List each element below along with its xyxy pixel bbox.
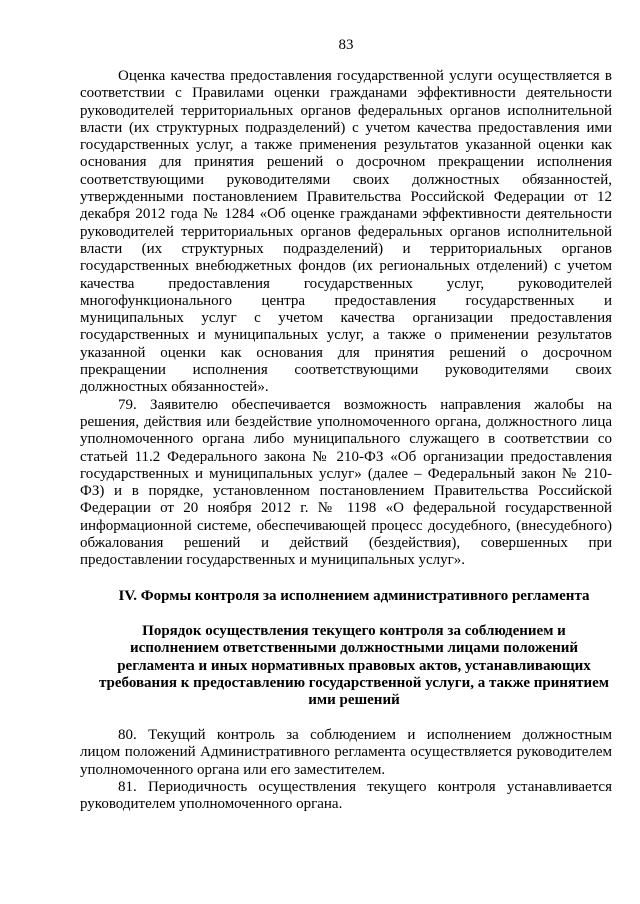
text-line: ФЗ) и в порядке, установленном постановлением Правительства Российской <box>80 483 612 500</box>
text-line: руководителей территориальных органов федеральных органов исполнительной <box>80 102 612 119</box>
text-line: статьей 11.2 Федерального закона № 210-ФЗ «Об организации предоставления <box>80 448 612 465</box>
body-text-block <box>80 68 612 570</box>
text-line: предоставлении государственных и муниципальных услуг». <box>80 552 466 569</box>
text-line: 80. Текущий контроль за соблюдением и исполнением должностным <box>118 727 612 743</box>
text-line: указанной оценки как основания для принятия решений о досрочном <box>80 344 612 361</box>
text-line: власти (их структурных подразделений) и территориальных органов <box>80 240 612 257</box>
text-line: основания для принятия решений о досрочном прекращении исполнения <box>80 154 612 171</box>
text-line: утвержденными постановлением Правительства Российской Федерации от 12 <box>80 189 612 206</box>
text-line: решения, действия или бездействие уполномоченного органа, должностного лица <box>80 413 612 430</box>
paragraph-quality-assessment <box>80 68 612 397</box>
text-line: уполномоченного органа или его заместителем. <box>80 761 386 778</box>
paragraph-81 <box>80 779 612 814</box>
text-line: требования к предоставлению государственной услуги, а также принятием <box>98 674 610 691</box>
text-line: декабря 2012 года № 1284 «Об оценке гражданами эффективности деятельности <box>80 206 612 223</box>
text-line: регламента и иных нормативных правовых актов, устанавливающих <box>117 657 591 674</box>
paragraph-79 <box>80 397 612 570</box>
text-line: государственных услуг, а также применения результатов указанной оценки как <box>80 137 612 154</box>
text-line: должностных обязанностей». <box>80 379 269 396</box>
text-line: многофункционального центра предоставления государственных и <box>80 292 612 309</box>
text-line: Оценка качества предоставления государственной услуги осуществляется в <box>118 68 612 84</box>
text-line: прекращении исполнения соответствующими руководителями своих <box>80 362 612 379</box>
text-line: руководителей территориальных органов федеральных органов исполнительной <box>80 223 612 240</box>
text-line: качества предоставления государственных услуг, руководителей <box>80 275 612 292</box>
text-line: Порядок осуществления текущего контроля за соблюдением и <box>142 623 566 639</box>
text-line: соответствии с Правилами оценки гражданами эффективности деятельности <box>80 85 612 102</box>
text-line: обжалования решений и действий (бездействия), совершенных при <box>80 535 612 552</box>
page-number: 83 <box>338 37 354 53</box>
text-line: исполнением ответственными должностными лицами положений <box>129 640 579 657</box>
section-text-block <box>80 727 612 813</box>
subsection-heading <box>88 623 620 709</box>
text-line: уполномоченного органа либо муниципального служащего в соответствии со <box>80 431 612 448</box>
text-line: информационной системе, обеспечивающей процесс досудебного, (внесудебного) <box>80 517 612 534</box>
text-line: муниципальных услуг с учетом качества организации предоставления <box>80 310 612 327</box>
text-line: государственных внебюджетных фондов (их региональных отделений) с учетом <box>80 258 612 275</box>
section-heading: IV. Формы контроля за исполнением административного регламента <box>118 588 590 604</box>
text-line: соответствующими руководителями своих должностных обязанностей, <box>80 171 612 188</box>
text-line: власти (их структурных подразделений) с учетом качества предоставления ими <box>80 119 612 136</box>
text-line: государственных и муниципальных услуг» (далее – Федеральный закон № 210- <box>80 465 612 482</box>
text-line: лицом положений Административного регламента осуществляется руководителем <box>80 744 612 761</box>
text-line: ими решений <box>308 692 400 709</box>
text-line: государственных и муниципальных услуг, а также о применении результатов <box>80 327 612 344</box>
text-line: Федерации от 20 ноября 2012 г. № 1198 «О федеральной государственной <box>80 500 612 517</box>
paragraph-80 <box>80 727 612 779</box>
text-line: руководителем уполномоченного органа. <box>80 796 343 813</box>
text-line: 81. Периодичность осуществления текущего контроля устанавливается <box>118 778 612 795</box>
text-line: 79. Заявителю обеспечивается возможность направления жалобы на <box>118 396 612 413</box>
